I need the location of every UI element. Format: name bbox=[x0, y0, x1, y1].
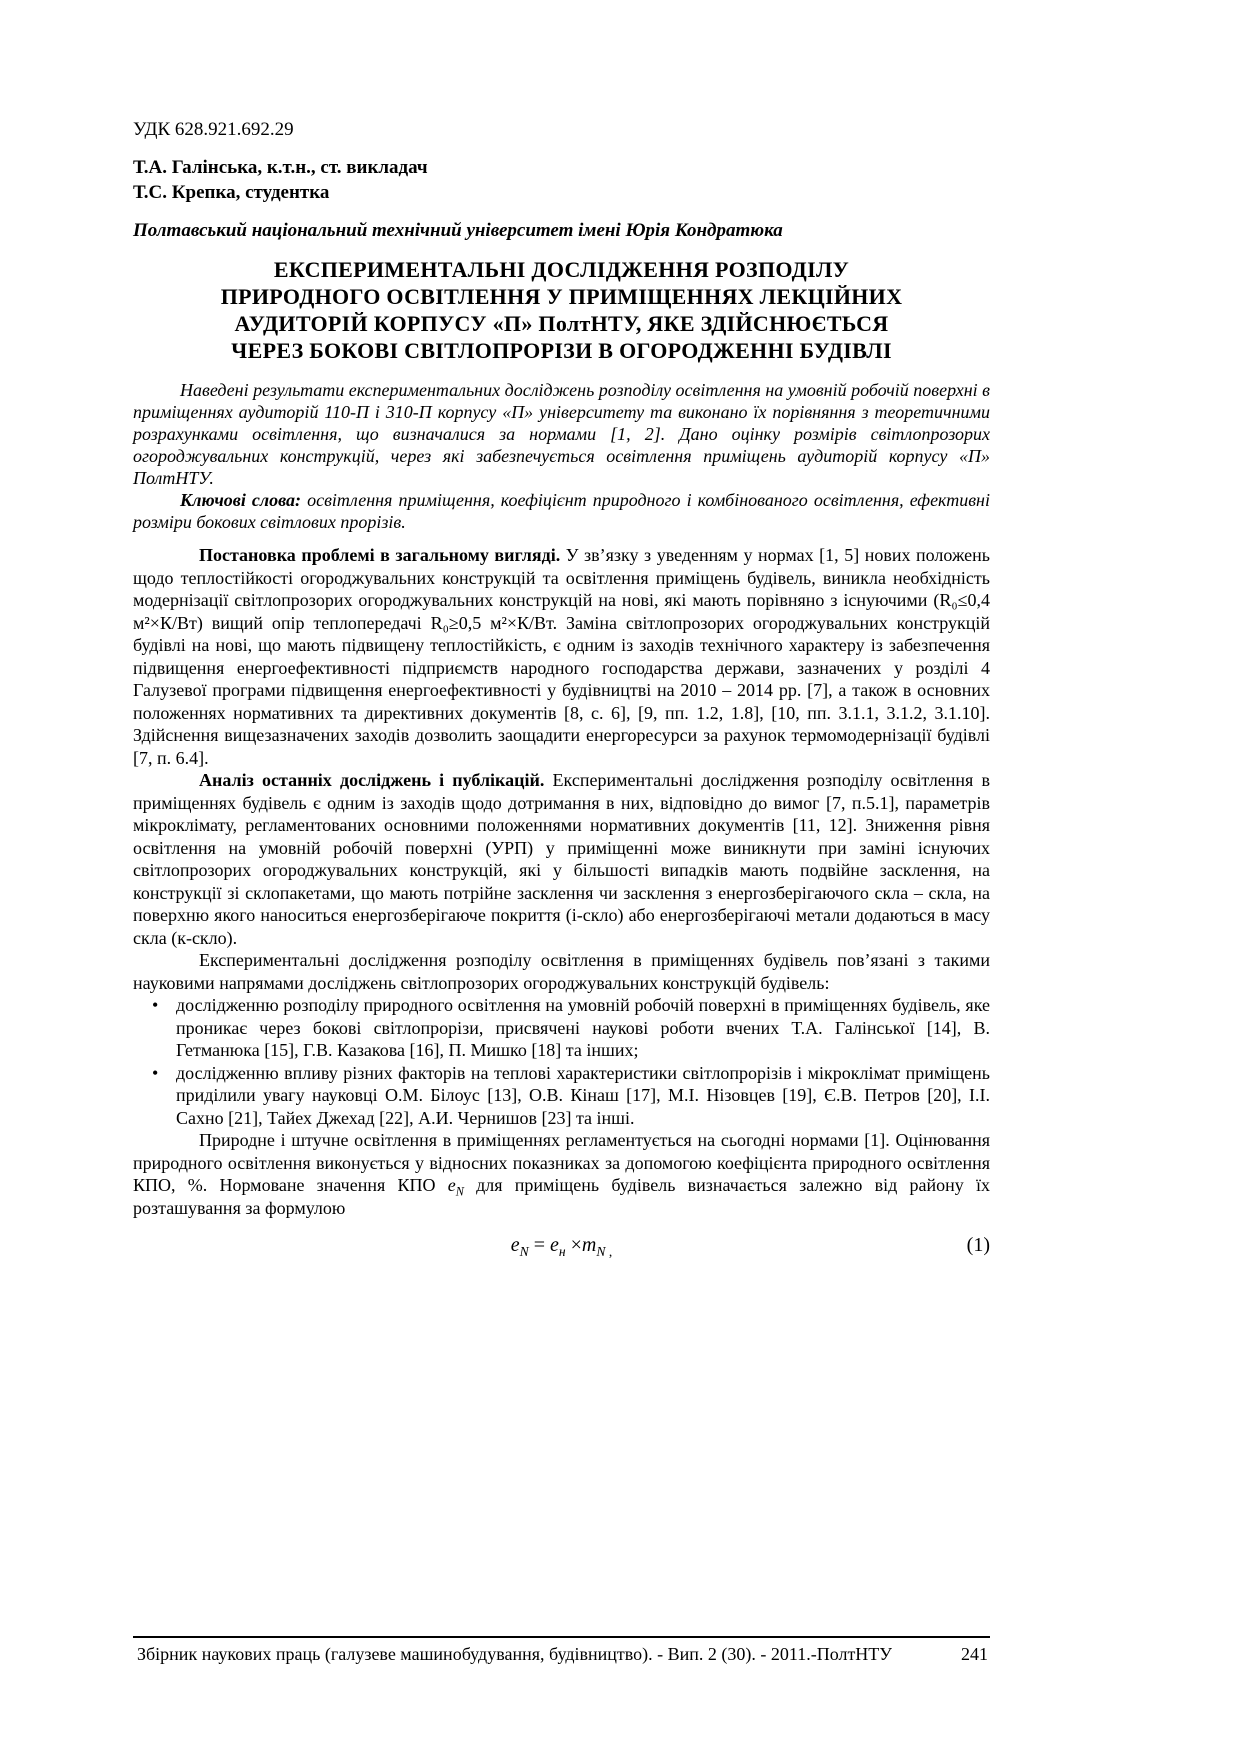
paragraph-problem-text: У зв’язку з уведенням у нормах [1, 5] нових положень щодо теплостійкості огороджувальних конструкцій та освітлення приміщень будівель, виникла необхідність модернізації світлопрозорих огороджувальних конструкцій на нові, які мають порівняно з існуючими (R₀≤0,4 м²×К/Вт) вищий опір теплопередачі R₀≥0,5 м²×К/Вт. Заміна світлопрозорих огороджувальних конструкцій будівлі на нові, що мають підвищену теплостійкість, є одним із заходів технічного характеру із забезпечення підвищення енергоефективності підприємств народного господарства держави, зазначених у розділі 4 Галузевої програми підвищення енергоефективності у будівництві на 2010 – 2014 рр. [7], а також в основних положеннях нормативних та директивних документів [8, с. 6], [9, пп. 1.2, 1.8], [10, пп. 3.1.1, 3.1.2, 3.1.10]. Здійснення вищезазначених заходів дозволить заощадити енергоресурси за рахунок термомодернізації будівлі [7, п. 6.4]. bbox=[133, 545, 990, 768]
formula-equals: = bbox=[528, 1234, 550, 1256]
paragraph-norms-text-1: Природне і штучне освітлення в приміщеннях регламентується на сьогодні нормами [1]. Оцінювання природного освітлення виконується у відносних показниках за допомогою коефіцієнта природного освітлення КПО, %. Нормоване значення КПО bbox=[133, 1130, 990, 1195]
paper-title-line-4: ЧЕРЕЗ БОКОВІ СВІТЛОПРОРІЗИ В ОГОРОДЖЕННІ БУДІВЛІ bbox=[231, 338, 892, 363]
paragraph-norms-text-2: для приміщень будівель визначається залежно від району їх розташування за формулою bbox=[133, 1175, 990, 1218]
footer-page-number: 241 bbox=[961, 1644, 988, 1664]
paragraph-analysis bbox=[133, 769, 990, 949]
formula-en-base: e bbox=[550, 1234, 559, 1256]
footer-journal-reference: Збірник наукових праць (галузеве машинобудування, будівництво). - Вип. 2 (30). - 2011.-ПолтНТУ bbox=[137, 1644, 893, 1664]
paragraph-analysis-lead: Аналіз останніх досліджень і публікацій. bbox=[199, 770, 545, 790]
formula-mN-sub: N bbox=[596, 1244, 606, 1259]
formula-comma: , bbox=[605, 1244, 613, 1259]
formula-expression bbox=[510, 1234, 613, 1259]
bullet-icon: • bbox=[152, 1062, 159, 1083]
page-footer bbox=[133, 1636, 990, 1666]
paper-title-line-2: ПРИРОДНОГО ОСВІТЛЕННЯ У ПРИМІЩЕННЯХ ЛЕКЦІЙНИХ bbox=[220, 284, 903, 309]
formula-mN-base: m bbox=[581, 1234, 597, 1256]
formula-en-sub: н bbox=[558, 1244, 566, 1259]
list-item-text: дослідженню розподілу природного освітлення на умовній робочій поверхні в приміщеннях будівель, яке проникає через бокові світлопрорізи, присвячені наукові роботи вчених Т.А. Галінської [14], В. Гетманюка [15], Г.В. Казакова [16], П. Мишко [18] та інших; bbox=[176, 995, 990, 1060]
list-item-text: дослідженню впливу різних факторів на теплові характеристики світлопрорізів і мікроклімат приміщень приділили увагу науковці О.М. Білоус [13], О.В. Кінаш [17], М.І. Нізовцев [19], Є.В. Петров [20], І.І. Сахно [21], Тайех Джехад [22], А.И. Чернишов [23] та інші. bbox=[176, 1062, 990, 1128]
paper-title-line-3: АУДИТОРІЙ КОРПУСУ «П» ПолтНТУ, ЯКЕ ЗДІЙСНЮЄТЬСЯ bbox=[234, 311, 889, 336]
author-line-2: Т.С. Крепка, студентка bbox=[133, 182, 330, 203]
keywords-text: освітлення приміщення, коефіцієнт природного і комбінованого освітлення, ефективні розміри бокових світлових прорізів. bbox=[133, 490, 990, 532]
formula-eN-sub: N bbox=[519, 1244, 529, 1259]
paper-title bbox=[133, 256, 990, 364]
formula-block bbox=[133, 1231, 990, 1263]
keywords bbox=[133, 489, 990, 533]
keywords-label: Ключові слова: bbox=[180, 490, 302, 510]
author-line-1: Т.А. Галінська, к.т.н., ст. викладач bbox=[133, 157, 428, 178]
paragraph-norms bbox=[133, 1129, 990, 1219]
variable-eN bbox=[447, 1175, 464, 1199]
paragraph-analysis-text: Експериментальні дослідження розподілу освітлення в приміщеннях будівель є одним із заходів щодо дотримання в них, відповідно до вимог [7, п.5.1], параметрів мікроклімату, регламентованих основними положеннями нормативних документів [11, 12]. Зниження рівня освітлення на умовній робочій поверхні (УРП) у приміщенні може виникнути при заміні існуючих світлопрозорих огороджувальних конструкцій, які у більшості випадків мають подвійне засклення, на конструкції зі склопакетами, що мають потрійне засклення чи засклення з енергозберігаючого скла – скла, на поверхню якого наноситься енергозберігаюче покриття (і-скло) або енергозберігаючі метали додаються в масу скла (к-скло). bbox=[133, 770, 990, 948]
paragraph-problem-lead: Постановка проблемі в загальному вигляді. bbox=[199, 545, 561, 565]
paragraph-directions-intro: Експериментальні дослідження розподілу освітлення в приміщеннях будівель пов’язані з такими науковими напрямами досліджень світлопрозорих огороджувальних конструкцій будівель: bbox=[133, 950, 990, 993]
bullet-icon: • bbox=[152, 995, 159, 1015]
variable-eN-base: e bbox=[447, 1175, 456, 1195]
affiliation: Полтавський національний технічний університет імені Юрія Кондратюка bbox=[133, 220, 783, 241]
variable-eN-subscript: N bbox=[455, 1184, 464, 1199]
formula-number: (1) bbox=[966, 1234, 990, 1256]
formula-eN-base: e bbox=[510, 1234, 520, 1256]
abstract: Наведені результати експериментальних досліджень розподілу освітлення на умовній робочій поверхні в приміщеннях аудиторій 110-П і 310-П корпусу «П» університету та виконано їх порівняння з теоретичними розрахунками освітлення, що визначалися за нормами [1, 2]. Дано оцінку розмірів світлопрозорих огороджувальних конструкцій, через які забезпечується освітлення приміщень аудиторій корпусу «П» ПолтНТУ. bbox=[133, 380, 990, 488]
paper-title-line-1: ЕКСПЕРИМЕНТАЛЬНІ ДОСЛІДЖЕННЯ РОЗПОДІЛУ bbox=[273, 257, 850, 282]
list-item-daylight-research bbox=[133, 994, 990, 1062]
paragraph-problem-statement bbox=[133, 544, 990, 769]
list-item-thermal-research bbox=[133, 1062, 990, 1130]
paper-page-content bbox=[133, 118, 990, 1263]
authors-block bbox=[133, 155, 990, 205]
formula-times-sign: × bbox=[565, 1234, 582, 1256]
udc-code: УДК 628.921.692.29 bbox=[133, 119, 294, 140]
